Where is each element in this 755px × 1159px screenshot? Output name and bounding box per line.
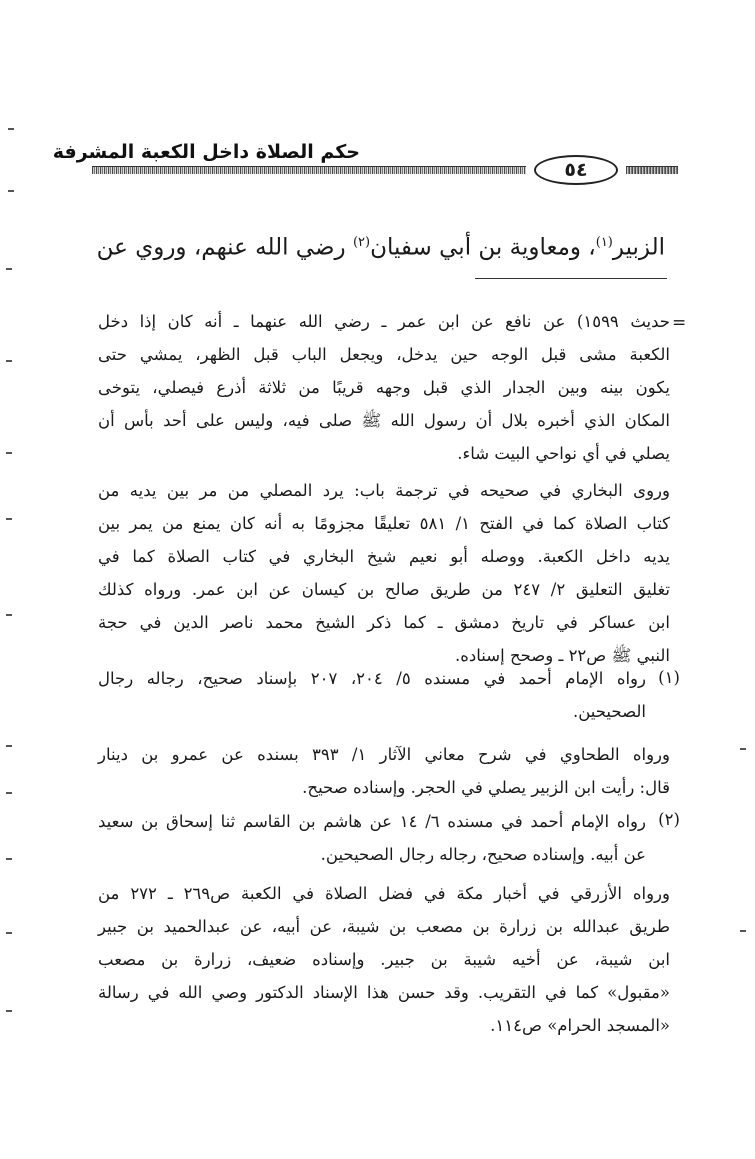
margin-tick bbox=[6, 858, 12, 860]
margin-tick bbox=[6, 614, 12, 616]
margin-tick bbox=[6, 452, 12, 454]
margin-tick bbox=[8, 128, 14, 130]
text-line: «المسجد الحرام» ص١١٤. bbox=[490, 1016, 670, 1035]
continuation-marker: = bbox=[672, 313, 687, 333]
text-line: طريق عبدالله بن زرارة بن مصعب بن شيبة، عن أبيه، عن عبدالحميد بن جبير bbox=[98, 917, 670, 936]
continuation-paragraph-2 bbox=[98, 474, 670, 672]
margin-tick bbox=[6, 268, 12, 270]
margin-tick bbox=[740, 748, 746, 750]
footnote-separator bbox=[475, 278, 667, 279]
main-text-line bbox=[96, 222, 665, 264]
text-line: حديث ١٥٩٩) عن نافع عن ابن عمر ـ رضي الله عنهما ـ أنه كان إذا دخل bbox=[98, 312, 670, 331]
continuation-paragraph-1 bbox=[98, 305, 670, 470]
text-line: يديه داخل الكعبة. ووصله أبو نعيم شيخ البخاري في كتاب الصلاة كما في bbox=[98, 547, 670, 566]
footnote-number-1: (١) bbox=[658, 668, 680, 687]
text-line: يكون بينه وبين الجدار الذي قبل وجهه قريبًا من ثلاثة أذرع فيصلي، يتوخى bbox=[98, 378, 670, 397]
text-line: المكان الذي أخبره بلال أن رسول الله ﷺ صلى فيه، وليس على أحد بأس أن bbox=[98, 411, 670, 430]
footnote-2-paragraph-1 bbox=[98, 805, 646, 871]
text-line: قال: رأيت ابن الزبير يصلي في الحجر. وإسناده صحيح. bbox=[302, 778, 670, 797]
text-line: النبي ﷺ ص٢٢ ـ وصحح إسناده. bbox=[455, 646, 670, 665]
footnote-2-paragraph-2 bbox=[98, 877, 670, 1042]
footnote-number-2: (٢) bbox=[658, 810, 680, 829]
header-rule bbox=[92, 166, 526, 174]
margin-tick bbox=[6, 1010, 12, 1012]
text-line: عن أبيه. وإسناده صحيح، رجاله رجال الصحيحين. bbox=[320, 845, 646, 864]
text-line: ورواه الأزرقي في أخبار مكة في فضل الصلاة في الكعبة ص٢٦٩ ـ ٢٧٢ من bbox=[98, 884, 670, 903]
text-line: رواه الإمام أحمد في مسنده ٦/ ١٤ عن هاشم بن القاسم ثنا إسحاق بن سعيد bbox=[98, 812, 646, 831]
text-line: الكعبة مشى قبل الوجه حين يدخل، ويجعل الباب قبل الظهر، يمشي حتى bbox=[98, 345, 670, 364]
header-rule-right bbox=[626, 166, 678, 174]
main-text-part: ، ومعاوية بن أبي سفيان bbox=[370, 234, 596, 261]
page-number-badge: ٥٤ bbox=[534, 155, 618, 185]
text-line: ابن شيبة، عن أخيه شيبة بن جبير. وإسناده ضعيف، زرارة بن مصعب bbox=[98, 950, 670, 969]
text-line: ورواه الطحاوي في شرح معاني الآثار ١/ ٣٩٣ بسنده عن عمرو بن دينار bbox=[98, 745, 670, 764]
text-line: يصلي في أي نواحي البيت شاء. bbox=[457, 444, 670, 463]
text-line: تغليق التعليق ٢/ ٢٤٧ من طريق صالح بن كيسان عن ابن عمر. ورواه كذلك bbox=[98, 580, 670, 599]
main-text-part: رضي الله عنهم، وروي عن bbox=[96, 234, 353, 261]
margin-tick bbox=[6, 518, 12, 520]
margin-tick bbox=[8, 190, 14, 192]
text-line: «مقبول» كما في التقريب. وقد حسن هذا الإسناد الدكتور وصي الله في رسالة bbox=[98, 983, 670, 1002]
text-line: الصحيحين. bbox=[573, 702, 646, 721]
footnote-1-paragraph-2 bbox=[98, 738, 670, 804]
main-text-part: الزبير bbox=[612, 234, 665, 261]
footnote-1-paragraph-1 bbox=[98, 662, 646, 728]
margin-tick bbox=[6, 745, 12, 747]
text-line: وروى البخاري في صحيحه في ترجمة باب: يرد المصلي من مر بين يديه من bbox=[98, 481, 670, 500]
footnote-ref-1[interactable]: (١) bbox=[595, 235, 613, 250]
running-header-title: حكم الصلاة داخل الكعبة المشرفة bbox=[52, 141, 360, 163]
footnote-ref-2[interactable]: (٢) bbox=[352, 235, 371, 250]
margin-tick bbox=[6, 360, 12, 362]
margin-tick bbox=[740, 930, 746, 932]
text-line: كتاب الصلاة كما في الفتح ١/ ٥٨١ تعليقًا مجزومًا به أنه كان يمنع من يمر بين bbox=[98, 514, 670, 533]
text-line: ابن عساكر في تاريخ دمشق ـ كما ذكر الشيخ محمد ناصر الدين في حجة bbox=[98, 613, 670, 632]
margin-tick bbox=[6, 792, 12, 794]
margin-tick bbox=[6, 932, 12, 934]
text-line: رواه الإمام أحمد في مسنده ٥/ ٢٠٤، ٢٠٧ بإسناد صحيح، رجاله رجال bbox=[98, 669, 646, 688]
